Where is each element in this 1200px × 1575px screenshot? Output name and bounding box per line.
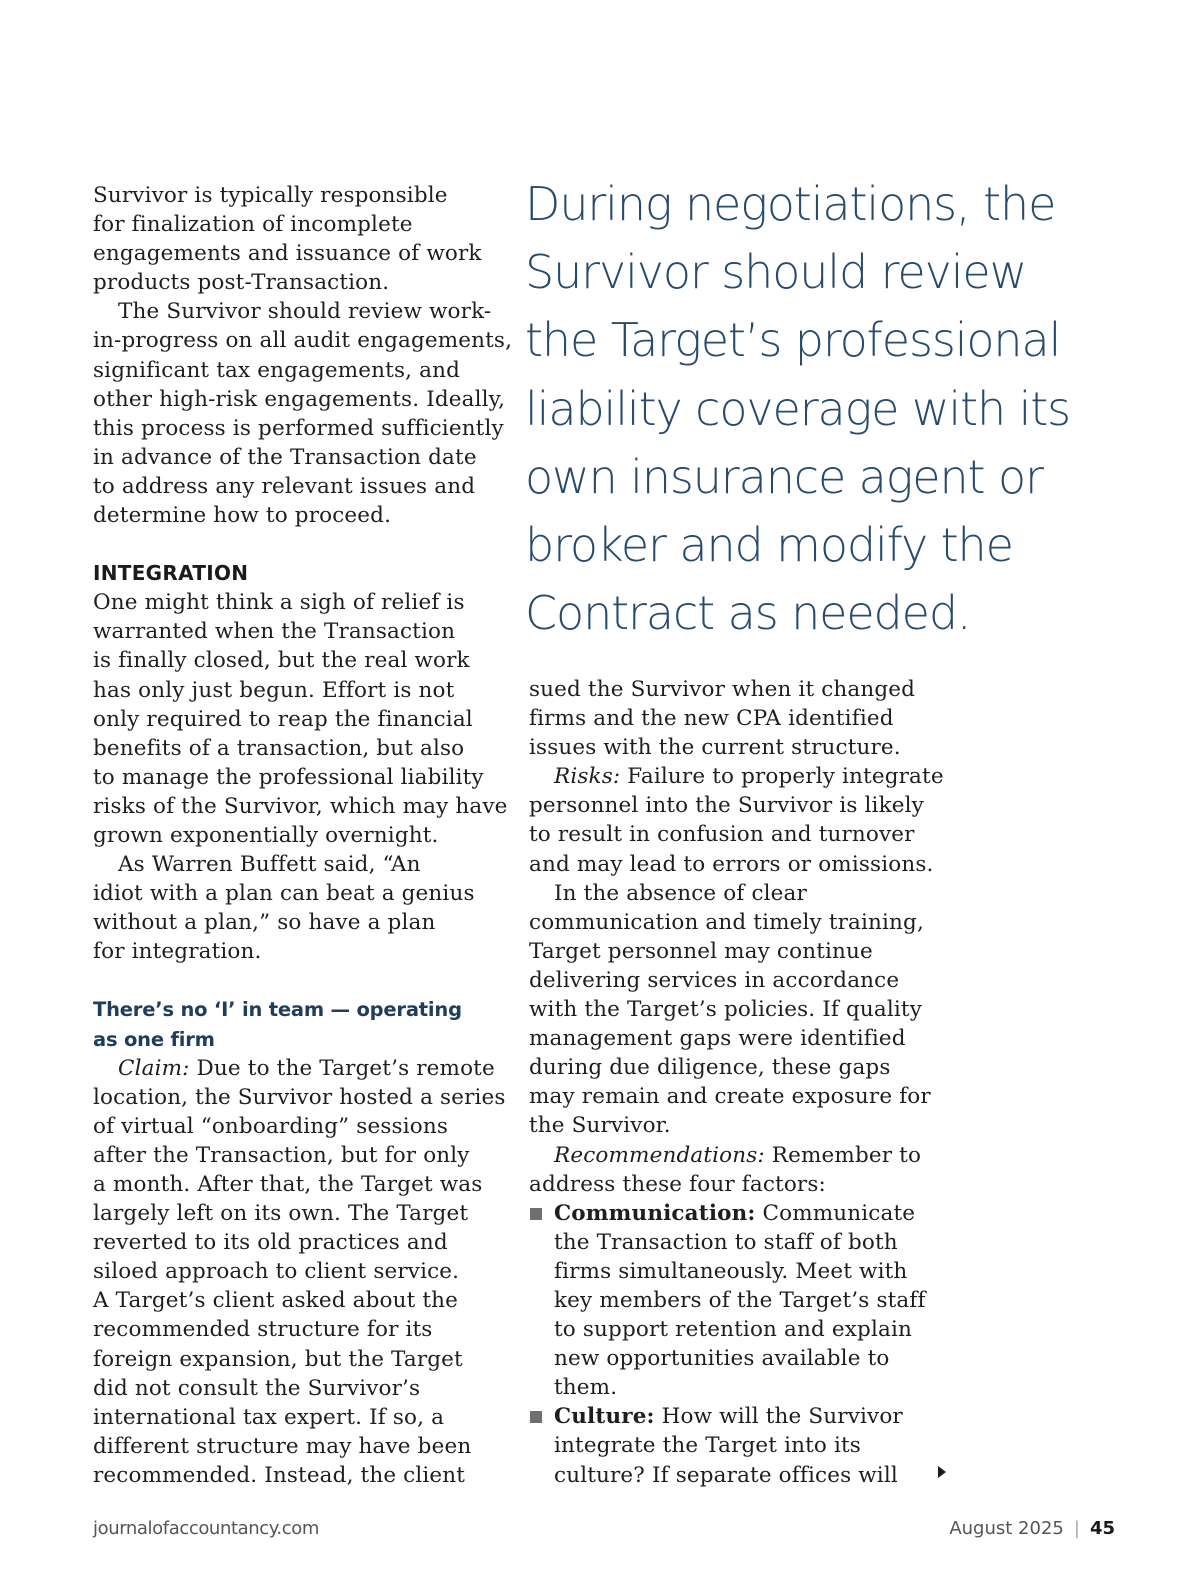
footer-separator: |	[1073, 1518, 1080, 1539]
text-line: Target personnel may continue	[529, 938, 873, 964]
text-line: during due diligence, these gaps	[529, 1055, 891, 1081]
pull-quote-line: liability coverage with its	[525, 381, 1071, 436]
para-sigh-of-relief	[93, 588, 513, 850]
text-line: communication and timely training,	[529, 909, 924, 935]
text-line: Survivor is typically responsible	[93, 183, 448, 208]
text-line: firms and the new CPA identified	[529, 706, 894, 732]
text-line: to manage the professional liability	[93, 764, 484, 790]
text-line: personnel into the Survivor is likely	[529, 793, 924, 819]
text-line: firms simultaneously. Meet with	[554, 1258, 908, 1284]
paragraph-gap	[93, 966, 513, 995]
text-line: and may lead to errors or omissions.	[529, 851, 934, 877]
para-recommendations	[529, 1141, 949, 1199]
subheading-team	[93, 995, 513, 1053]
bullet-first-text: How will the Survivor	[654, 1404, 903, 1430]
text-line: the Survivor.	[529, 1113, 671, 1139]
text-line: of virtual “onboarding” sessions	[93, 1113, 449, 1139]
subheading-line: as one firm	[93, 1027, 215, 1051]
para-claim-continued	[529, 675, 949, 762]
risks-label: Risks:	[554, 764, 621, 790]
footer-site: journalofaccountancy.com	[93, 1518, 319, 1539]
text-line: integrate the Target into its	[554, 1433, 861, 1459]
continue-arrow-icon	[938, 1466, 946, 1478]
pull-quote-line: Contract as needed.	[525, 586, 971, 641]
text-line: is finally closed, but the real work	[93, 648, 470, 674]
text-line	[554, 1199, 949, 1228]
text-line: the Transaction to staff of both	[554, 1229, 898, 1255]
pull-quote-line: Survivor should review	[525, 245, 1027, 300]
paragraph-gap	[93, 530, 513, 559]
text-line: them.	[554, 1375, 618, 1401]
pull-quote-line: broker and modify the	[525, 518, 1013, 573]
text-line: to support retention and explain	[554, 1317, 912, 1343]
text-line: location, the Survivor hosted a series	[93, 1084, 506, 1110]
text-line: address these four factors:	[529, 1171, 826, 1197]
text-line: grown exponentially overnight.	[93, 822, 439, 848]
text-line	[93, 1054, 513, 1083]
pull-quote-line: During negotiations, the	[525, 177, 1056, 231]
text-line: reverted to its old practices and	[93, 1230, 448, 1256]
text-line: international tax expert. If so, a	[93, 1404, 445, 1430]
text-line: significant tax engagements, and	[93, 357, 460, 383]
text-line: other high-risk engagements. Ideally,	[93, 386, 506, 412]
recommendations-first-text: Remember to	[764, 1142, 922, 1168]
text-line: products post-Transaction.	[93, 270, 390, 296]
bullet-label: Communication:	[554, 1200, 756, 1226]
bullet-first-text: Communicate	[755, 1200, 916, 1226]
text-line: risks of the Survivor, which may have	[93, 793, 508, 819]
text-line: without a plan,” so have a plan	[93, 910, 436, 936]
bullet-label: Culture:	[554, 1404, 655, 1430]
text-line: engagements and issuance of work	[93, 241, 482, 267]
text-line: largely left on its own. The Target	[93, 1201, 469, 1227]
text-line: in advance of the Transaction date	[93, 444, 477, 470]
footer-right	[949, 1518, 1115, 1539]
claim-first-text: Due to the Target’s remote	[189, 1055, 495, 1081]
para-review-wip	[93, 297, 513, 530]
para-absence	[529, 879, 949, 1141]
text-line: has only just begun. Effort is not	[93, 677, 455, 703]
para-buffett-quote	[93, 850, 513, 966]
text-line	[554, 1402, 949, 1431]
text-line: foreign expansion, but the Target	[93, 1346, 463, 1372]
text-line: culture? If separate offices will	[554, 1462, 898, 1488]
text-line: this process is performed sufficiently	[93, 415, 504, 441]
bullet-culture	[529, 1402, 949, 1489]
text-line: for integration.	[93, 939, 262, 965]
page-number: 45	[1089, 1518, 1115, 1539]
text-line: for finalization of incomplete	[93, 212, 413, 238]
text-line: a month. After that, the Target was	[93, 1172, 483, 1197]
text-line: new opportunities available to	[554, 1346, 890, 1372]
text-line: only required to reap the financial	[93, 706, 473, 732]
left-column	[93, 181, 513, 1490]
text-line: siloed approach to client service.	[93, 1259, 460, 1285]
text-line: In the absence of clear	[554, 880, 807, 906]
text-line: with the Target’s policies. If quality	[529, 997, 922, 1023]
text-line: may remain and create exposure for	[529, 1084, 931, 1110]
text-line: different structure may have been	[93, 1433, 472, 1459]
text-line: to address any relevant issues and	[93, 473, 476, 499]
text-line: warranted when the Transaction	[93, 619, 456, 645]
text-line: management gaps were identified	[529, 1026, 906, 1052]
pull-quote	[525, 170, 1071, 647]
text-line: sued the Survivor when it changed	[529, 677, 916, 702]
text-line: to result in confusion and turnover	[529, 822, 915, 848]
claim-label: Claim:	[118, 1055, 190, 1081]
text-line: One might think a sigh of relief is	[93, 590, 465, 616]
para-risks	[529, 762, 949, 878]
para-survivor-responsible	[93, 181, 513, 297]
text-line: idiot with a plan can beat a genius	[93, 881, 475, 907]
section-heading-integration: INTEGRATION	[93, 561, 249, 586]
text-line: delivering services in accordance	[529, 967, 900, 993]
pull-quote-line: the Target’s professional	[525, 313, 1061, 368]
text-line: recommended structure for its	[93, 1317, 433, 1343]
footer-date: August 2025	[949, 1518, 1064, 1539]
text-line	[529, 1141, 949, 1170]
text-line: recommended. Instead, the client	[93, 1462, 466, 1488]
square-bullet-icon	[530, 1411, 542, 1423]
text-line: did not consult the Survivor’s	[93, 1375, 421, 1401]
text-line	[529, 762, 949, 791]
text-line: issues with the current structure.	[529, 735, 901, 761]
text-line: benefits of a transaction, but also	[93, 735, 465, 761]
subheading-line: There’s no ‘I’ in team — operating	[93, 998, 462, 1022]
bullet-communication	[529, 1199, 949, 1403]
text-line: after the Transaction, but for only	[93, 1142, 470, 1168]
text-line: key members of the Target’s staff	[554, 1287, 926, 1313]
text-line: in-progress on all audit engagements,	[93, 328, 513, 354]
pull-quote-line: own insurance agent or	[525, 449, 1043, 504]
text-line: determine how to proceed.	[93, 503, 392, 529]
recommendations-label: Recommendations:	[554, 1142, 765, 1168]
text-line: As Warren Buffett said, “An	[118, 852, 421, 878]
square-bullet-icon	[530, 1208, 542, 1220]
risks-first-text: Failure to properly integrate	[620, 764, 944, 790]
para-claim	[93, 1054, 513, 1490]
text-line: A Target’s client asked about the	[93, 1288, 459, 1314]
right-column	[529, 675, 949, 1490]
text-line: The Survivor should review work-	[118, 299, 492, 325]
